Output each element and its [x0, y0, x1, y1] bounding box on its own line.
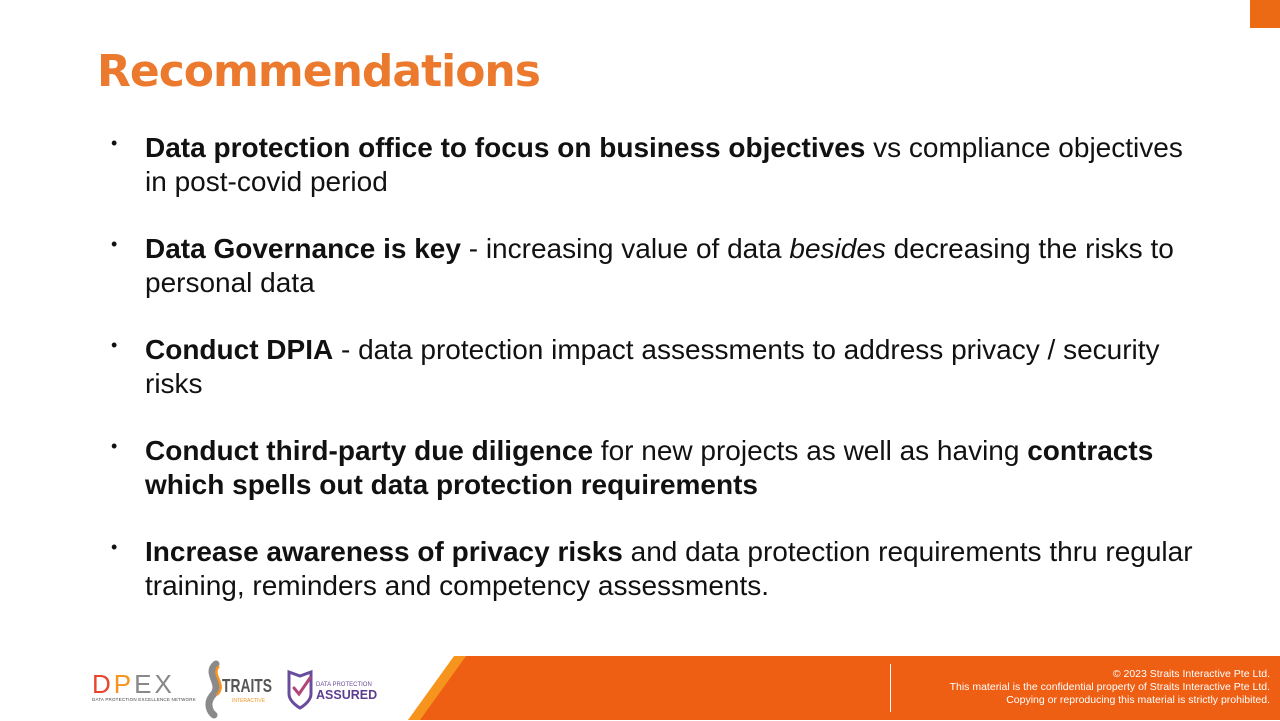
bullet-body: - data protection impact assessments to address privacy / security risks [145, 334, 1160, 399]
bullet-text [145, 535, 1208, 603]
copyright-text: © 2023 Straits Interactive Pte Ltd. [1112, 668, 1270, 680]
page-title: Recommendations [97, 46, 540, 97]
list-item [108, 535, 1208, 603]
bullet-icon: • [111, 537, 118, 557]
bullet-text [145, 434, 1208, 502]
bullet-emphasis: Conduct third-party due diligence [145, 435, 594, 466]
confidential-text: This material is the confidential property of Straits Interactive Pte Ltd. [949, 681, 1270, 693]
prohibition-text: Copying or reproducing this material is strictly prohibited. [1006, 694, 1270, 706]
bullet-body: for new projects as well as having [593, 435, 1028, 466]
bullet-body: decreasing the risks to personal data [145, 233, 1174, 298]
bullet-body: vs compliance objectives in post-covid period [145, 132, 1183, 197]
dpex-logo-letters: DPEX [92, 669, 175, 699]
dpex-logo [92, 669, 196, 707]
bullet-text [145, 232, 1208, 300]
bullet-icon: • [111, 133, 118, 153]
corner-accent [1250, 0, 1280, 28]
svg-text:TRAITS: TRAITS [222, 676, 272, 696]
list-item [108, 131, 1208, 199]
straits-logo [202, 662, 278, 716]
list-item [108, 333, 1208, 401]
bullet-italic: besides [789, 233, 886, 264]
recommendation-list [108, 131, 1208, 636]
list-item [108, 434, 1208, 502]
shield-check-icon [286, 668, 316, 712]
bullet-emphasis: Increase awareness of privacy risks [145, 536, 623, 567]
footer-divider [890, 664, 891, 712]
bullet-emphasis: contracts which spells out data protection requirements [145, 435, 1154, 500]
assured-logo-top: DATA PROTECTION [316, 682, 372, 688]
dpex-logo-tagline: DATA PROTECTION EXCELLENCE NETWORK [92, 697, 196, 702]
bullet-text [145, 333, 1208, 401]
bullet-icon: • [111, 335, 118, 355]
svg-text:INTERACTIVE: INTERACTIVE [232, 698, 266, 704]
list-item [108, 232, 1208, 300]
footer-legal-text [950, 668, 1270, 707]
bullet-icon: • [111, 436, 118, 456]
straits-logo-icon [202, 662, 278, 716]
footer [0, 656, 1280, 720]
bullet-body: - increasing value of data [460, 233, 790, 264]
assured-logo-main: ASSURED [316, 688, 378, 702]
bullet-emphasis: Data Governance is key [145, 233, 461, 264]
bullet-emphasis: Data protection office to focus on business objectives [145, 132, 866, 163]
bullet-icon: • [111, 234, 118, 254]
bullet-emphasis: Conduct DPIA [145, 334, 334, 365]
data-protection-assured-logo [286, 668, 396, 712]
bullet-text [145, 131, 1208, 199]
bullet-body: and data protection requirements thru regular training, reminders and competency assessments. [145, 536, 1193, 601]
